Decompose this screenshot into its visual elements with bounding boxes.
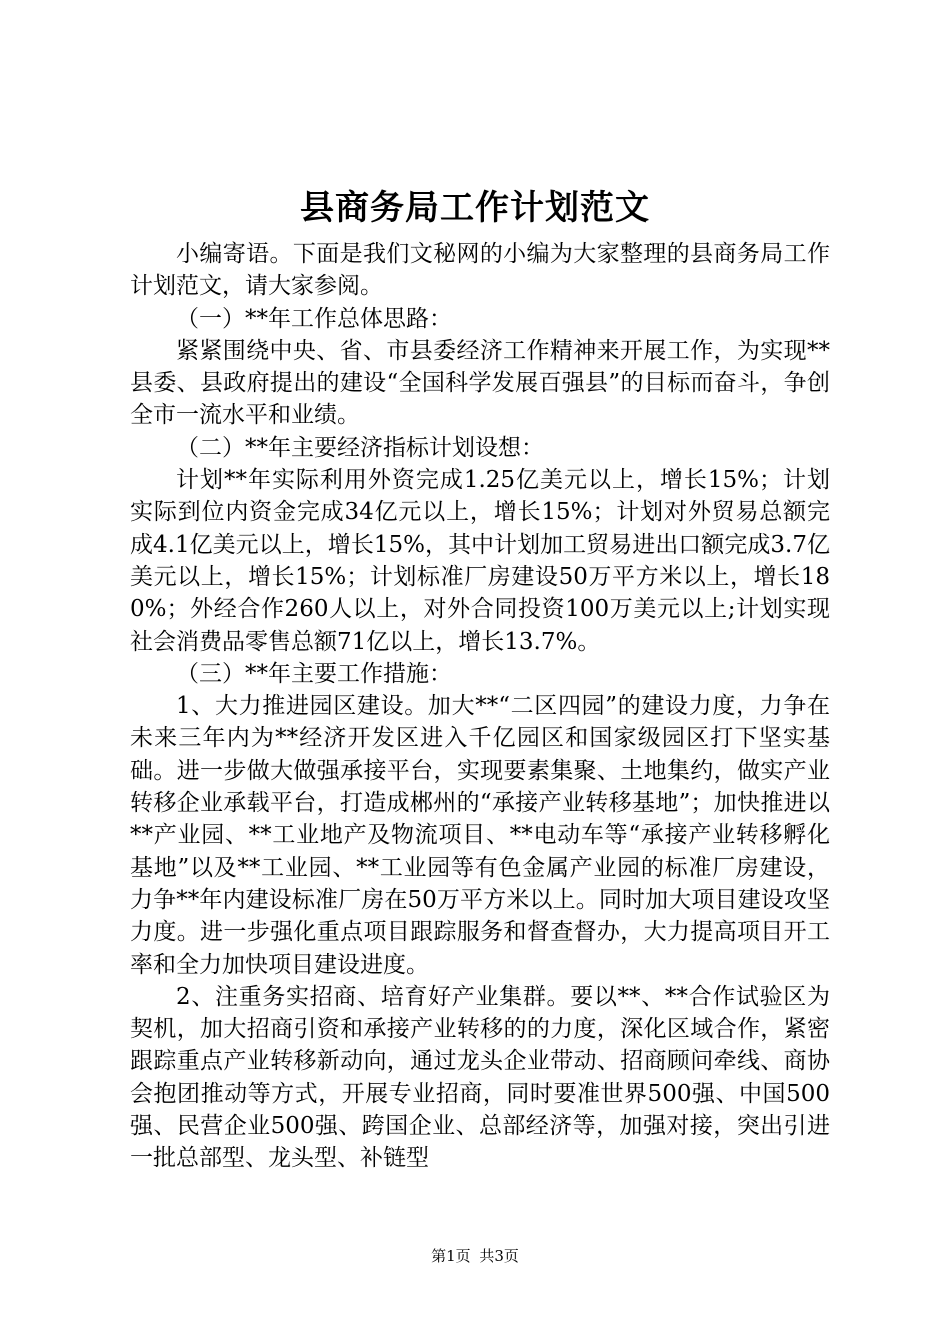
section-heading-1: （一）**年工作总体思路：: [176, 305, 452, 332]
paragraph: 计划**年实际利用外资完成1.25亿美元以上，增长15%；计划实际到位内资金完成34亿元以上，增长15%；计划对外贸易总额完成4.1亿美元以上，增长15%，其中计划加工贸易进出口额完成3.7亿美元以上，增长15%；计划标准厂房建设50万平方米以上，增长180%；外经合作260人以上，对外合同投资100万美元以上;计划实现社会消费品零售总额71亿以上，增长13.7%。: [130, 467, 830, 655]
page-total: 共3页: [479, 1247, 519, 1265]
page-number: 第1页: [431, 1247, 471, 1265]
document-title: 县商务局工作计划范文: [300, 188, 650, 228]
paragraph: 紧紧围绕中央、省、市县委经济工作精神来开展工作，为实现**县委、县政府提出的建设“全国科学发展百强县”的目标而奋斗，争创全市一流水平和业绩。: [130, 337, 830, 429]
section-heading-2: （二）**年主要经济指标计划设想：: [176, 434, 544, 461]
document-body: [130, 238, 830, 1175]
page-footer: [0, 1246, 950, 1266]
paragraph-intro: 小编寄语。下面是我们文秘网的小编为大家整理的县商务局工作计划范文，请大家参阅。: [130, 241, 830, 300]
section-heading-3: （三）**年主要工作措施：: [176, 660, 452, 687]
paragraph: 1、大力推进园区建设。加大**“二区四园”的建设力度，力争在未来三年内为**经济开发区进入千亿园区和国家级园区打下坚实基础。进一步做大做强承接平台，实现要素集聚、土地集约，做实产业转移企业承载平台，打造成郴州的“承接产业转移基地”；加快推进以**产业园、**工业地产及物流项目、**电动车等“承接产业转移孵化基地”以及**工业园、**工业园等有色金属产业园的标准厂房建设，力争**年内建设标准厂房在50万平方米以上。同时加大项目建设攻坚力度。进一步强化重点项目跟踪服务和督查督办，大力提高项目开工率和全力加快项目建设进度。: [130, 693, 830, 978]
paragraph: 2、注重务实招商、培育好产业集群。要以**、**合作试验区为契机，加大招商引资和承接产业转移的的力度，深化区域合作，紧密跟踪重点产业转移新动向，通过龙头企业带动、招商顾问牵线、商协会抱团推动等方式，开展专业招商，同时要准世界500强、中国500强、民营企业500强、跨国企业、总部经济等，加强对接，突出引进一批总部型、龙头型、补链型: [130, 983, 830, 1172]
